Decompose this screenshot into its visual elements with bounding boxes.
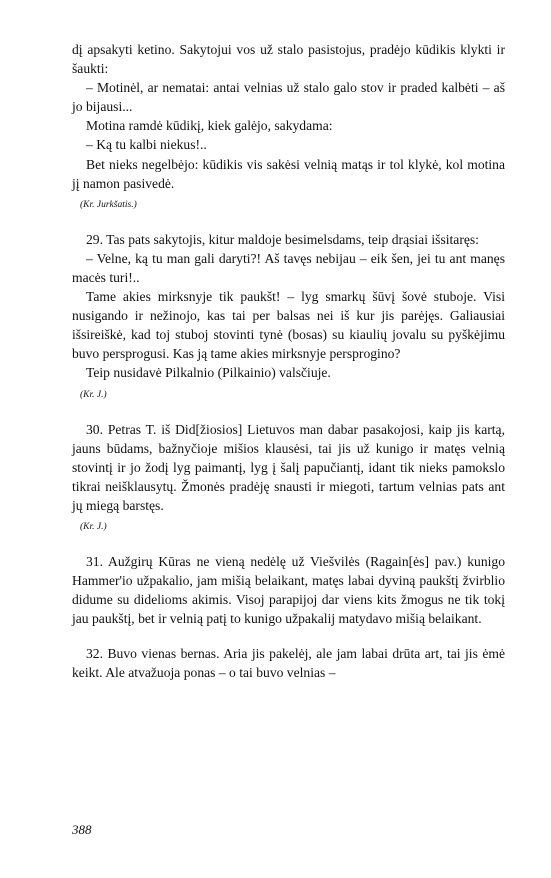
story-32-paragraph: 32. Buvo vienas bernas. Aria jis pakelėj, ale jam labai drūta art, tai jis ėmė keikt. Ale atvažuoja ponas – o tai buvo velnias – bbox=[72, 646, 505, 681]
paragraph: Motina ramdė kūdikį, kiek galėjo, sakydama: bbox=[86, 118, 333, 134]
dialogue-line: – Velne, ką tu man gali daryti?! Aš tavęs nebijau – eik šen, jei tu ant manęs macės turi!.. bbox=[72, 250, 505, 285]
dialogue-line: – Motinėl, ar nematai: antai velnias už stalo galo stov ir praded kalbėti – aš jo bijausi... bbox=[72, 80, 505, 115]
story-30-paragraph: 30. Petras T. iš Did[žiosios] Lietuvos man dabar pasakojosi, kaip jis kartą, jauns būdams, bažnyčioje mišios klausėsi, tai jis už kunigo ir matęs velnią stovintį ir jo žodį lyg paimantį, lyg į šalį papučiantį, idant tik nieks pamokslo tikrai neišklausytų. Žmonės pradėję snausti ir miegoti, tartum velnias pats ant jų miegą barstęs. bbox=[72, 421, 505, 513]
story-29-paragraph: 29. Tas pats sakytojis, kitur maldoje besimelsdams, teip drąsiai išsitaręs: bbox=[86, 231, 479, 247]
spacer bbox=[72, 404, 505, 420]
paragraph: Bet nieks negelbėjo: kūdikis vis sakėsi velnią matąs ir tol klykė, kol motina jį namon pasivedė. bbox=[72, 156, 505, 191]
spacer bbox=[72, 536, 505, 552]
spacer bbox=[72, 214, 505, 230]
page-number: 388 bbox=[72, 822, 92, 837]
source-note: (Kr. Jurkšatis.) bbox=[80, 199, 137, 210]
page-text bbox=[72, 40, 505, 683]
spacer bbox=[72, 628, 505, 644]
story-31-paragraph: 31. Aužgirų Kūras ne vieną nedėlę už Viešvilės (Ragain[ės] pav.) kunigo Hammer'io užpakalio, jam mišią belaikant, matęs labai dyviną paukštį žvirblio didume su didelioms akimis. Visoj parapijoj dar viens kits žmogus ne tik tokį jau paukštį, bet ir velnią patį to kunigo užpakalij matydavo mišią belaikant. bbox=[72, 553, 505, 627]
source-note: (Kr. J.) bbox=[80, 389, 107, 400]
source-note: (Kr. J.) bbox=[80, 521, 107, 532]
paragraph: Tame akies mirksnyje tik paukšt! – lyg smarkų šūvį šovė stuboje. Visi nusigando ir nežinojo, kas tai per balsas nei iš kur jis parėjęs. Galiausiai išsireiškė, kad toj stuboj stovinti tynė (bosas) su kiaulių jovalu su pyškėjimu buvo persprogusi. Kas ją tame akies mirksnyje persprogino? bbox=[72, 289, 505, 362]
paragraph: Teip nusidavė Pilkalnio (Pilkainio) valsčiuje. bbox=[86, 365, 331, 381]
paragraph-continued: dį apsakyti ketino. Sakytojui vos už stalo pasistojus, pradėjo kūdikis klykti ir šaukti: bbox=[72, 42, 505, 77]
dialogue-line: – Ką tu kalbi niekus!.. bbox=[86, 137, 207, 153]
